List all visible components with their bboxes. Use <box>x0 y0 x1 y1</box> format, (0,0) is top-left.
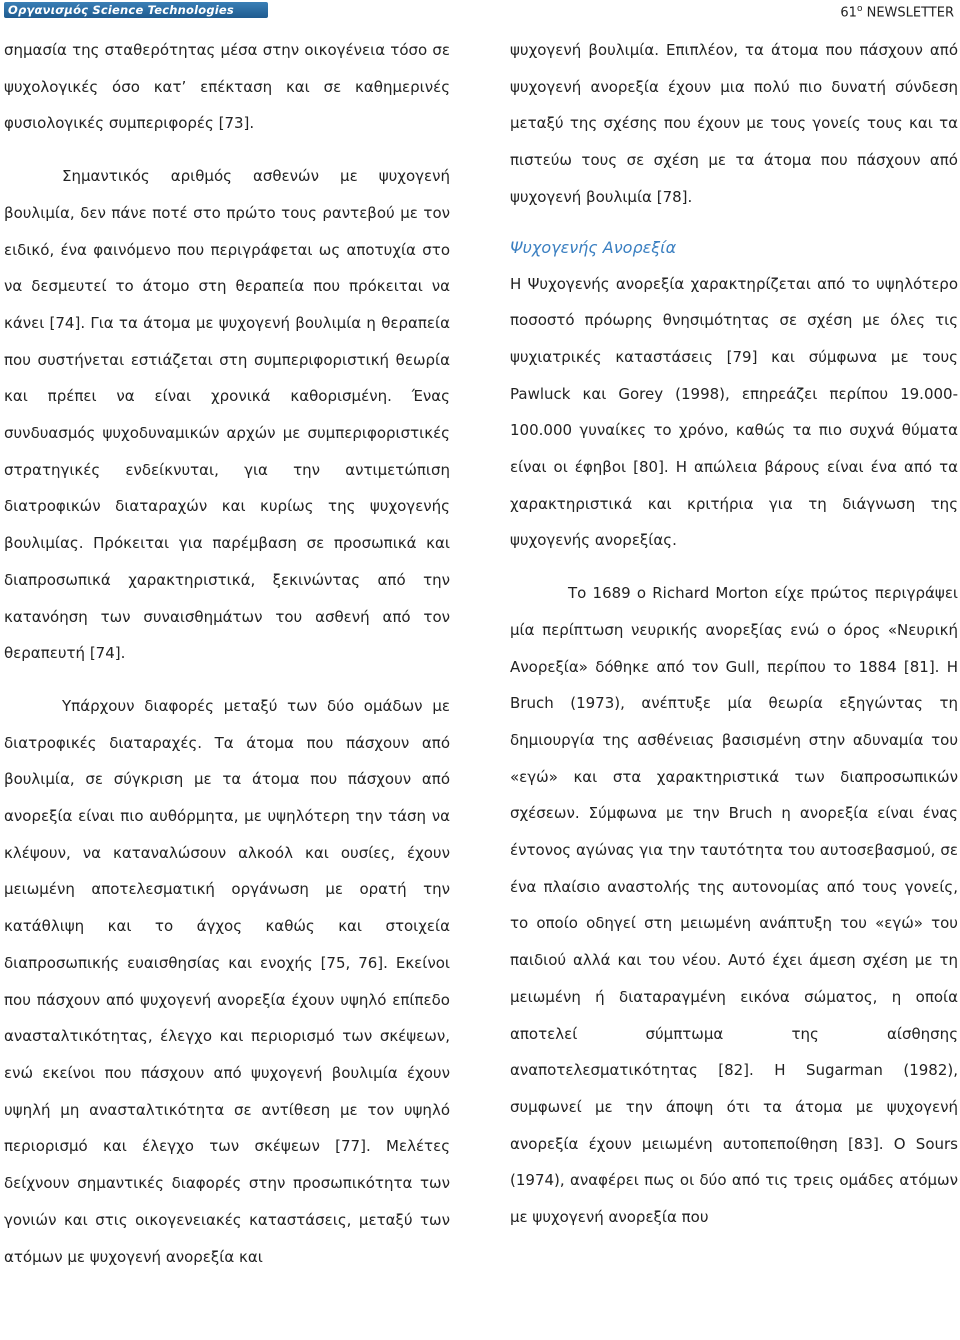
organization-logo <box>4 2 268 18</box>
logo-text: Οργανισμός Science Technologies <box>8 3 234 17</box>
left-paragraph-3: Υπάρχουν διαφορές μεταξύ των δύο ομάδων με διατροφικές διαταραχές. Τα άτομα που πάσχουν από βουλιμία, σε σύγκριση με τα άτομα που πάσχουν από ανορεξία είναι πιο αυθόρμητα, με υψηλότερη την τάση να κλέψουν, να καταναλώσουν αλκοόλ και ουσίες, έχουν μειωμένη αποτελεσματική οργάνωση με ορατή την κατάθλιψη και το άγχος καθώς και στοιχεία διαπροσωπικής ευαισθησίας και ενοχής [75, 76]. Εκείνοι που πάσχουν από ψυχογενή ανορεξία έχουν υψηλό επίπεδο ανασταλτικότητας, έλεγχο και περιορισμό των σκέψεων, ενώ εκείνοι που πάσχουν από ψυχογενή βουλιμία έχουν υψηλή μη ανασταλτικότητα σε αντίθεση με τον υψηλό περιορισμό και έλεγχο των σκέψεων [77]. Μελέτες δείχνουν σημαντικές διαφορές στην προσωπικότητα των γονιών και στις οικογενειακές καταστάσεις, μεταξύ των ατόμων με ψυχογενή ανορεξία και <box>4 696 450 1266</box>
left-paragraph-2: Σημαντικός αριθμός ασθενών με ψυχογενή βουλιμία, δεν πάνε ποτέ στο πρώτο τους ραντεβού με τον ειδικό, ένα φαινόμενο που περιγράφεται ως αποτυχία στο να δεσμευτεί το άτομο στη θεραπεία που πρόκειται να κάνει [74]. Για τα άτομα με ψυχογενή βουλιμία η θεραπεία που συστήνεται εστιάζεται στη συμπεριφοριστική θεωρία και πρέπει να είναι χρονικά καθορισμένη. Ένας συνδυασμός ψυχοδυναμικών αρχών με συμπεριφοριστικές στρατηγικές ενδείκνυται, για την αντιμετώπιση διατροφικών διαταραχών και κυρίως της ψυχογενής βουλιμίας. Πρόκειται για παρέμβαση σε προσωπικά και διαπροσωπικά χαρακτηριστικά, ξεκινώντας από την κατανόηση των συναισθημάτων του ασθενή από τον θεραπευτή [74]. <box>4 167 450 663</box>
right-paragraph-1: ψυχογενή βουλιμία. Επιπλέον, τα άτομα που πάσχουν από ψυχογενή ανορεξία έχουν μια πολύ πιο δυνατή σύνδεση μεταξύ της σχέσης που έχουν με τους γονείς τους και τα πιστεύω τους σε σχέση με τα άτομα που πάσχουν από ψυχογενή βουλιμία [78]. <box>510 41 958 206</box>
newsletter-ordinal: ο <box>856 4 863 14</box>
right-paragraph-3: Το 1689 ο Richard Morton είχε πρώτος περιγράψει μία περίπτωση νευρικής ανορεξίας ενώ ο όρος «Νευρική Ανορεξία» δόθηκε από τον Gull, περίπου το 1884 [81]. Η Bruch (1973), ανέπτυξε μία θεωρία εξηγώντας τη δημιουργία της ασθένειας βασισμένη στην αδυναμία του «εγώ» και στα χαρακτηριστικά των διαπροσωπικών σχέσεων. Σύμφωνα με την Bruch η ανορεξία είναι ένας έντονος αγώνας για την ταυτότητα του αυτοσεβασμού, σε ένα πλαίσιο αναστολής της αυτονομίας από τους γονείς, το οποίο οδηγεί στη μειωμένη ανάπτυξη του «εγώ» του παιδιού αλλά και του νέου. Αυτό έχει άμεση σχέση με τη μειωμένη ή διαταραγμένη εικόνα σώματος, η οποία αποτελεί σύμπτωμα της αίσθησης αναποτελεσματικότητας [82]. Η Sugarman (1982), συμφωνεί με την άποψη ότι τα άτομα με ψυχογενή ανορεξία έχουν μειωμένη αυτοπεποίθηση [83]. Ο Sours (1974), αναφέρει πως οι δύο από τις τρεις ομάδες ατόμων με ψυχογενή ανορεξία που <box>510 584 958 1227</box>
left-paragraph-1: σημασία της σταθερότητας μέσα στην οικογένεια τόσο σε ψυχολογικές όσο κατ’ επέκταση και σε καθημερινές φυσιολογικές συμπεριφορές [73]. <box>4 41 450 133</box>
newsletter-issue-label <box>840 4 954 20</box>
left-column <box>4 32 450 1275</box>
right-paragraph-2: Η Ψυχογενής ανορεξία χαρακτηρίζεται από το υψηλότερο ποσοστό πρόωρης θνησιμότητας σε σχέση με όλες τις ψυχιατρικές καταστάσεις [79] και σύμφωνα με τους Pawluck και Gorey (1998), επηρεάζει περίπου 19.000-100.000 γυναίκες το χρόνο, καθώς τα πιο συχνά θύματα είναι οι έφηβοι [80]. Η απώλεια βάρους είναι ένα από τα χαρακτηριστικά και κριτήρια για τη διάγνωση της ψυχογενής ανορεξίας. <box>510 274 958 550</box>
right-column <box>510 32 958 1236</box>
section-heading: Ψυχογενής Ανορεξία <box>510 237 677 257</box>
newsletter-text: NEWSLETTER <box>866 5 954 21</box>
newsletter-number: 61 <box>840 5 857 21</box>
